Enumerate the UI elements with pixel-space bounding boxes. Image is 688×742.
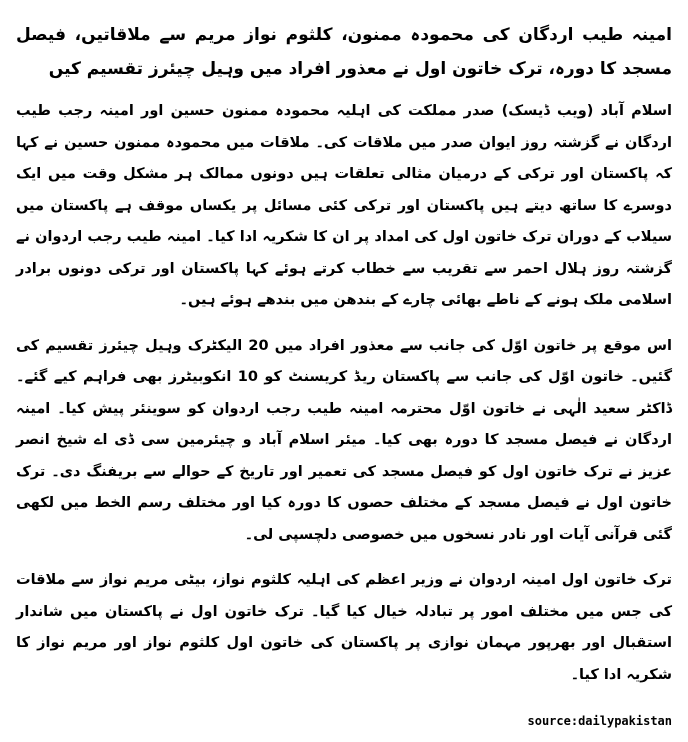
article-paragraph-2: اس موقع پر خاتون اوّل کی جانب سے معذور افراد میں 20 الیکٹرک وہیل چیئرز تقسیم کی گئیں۔ خاتون اوّل کی جانب سے پاکستان ریڈ کریسنٹ کو 10 انکوبیٹرز بھی فراہم کیے گئے۔ ڈاکٹر سعید الٰہی نے خاتون اوّل محترمہ امینہ طیب رجب اردوان کو سوینئر پیش کیا۔ امینہ اردگان نے فیصل مسجد کا دورہ بھی کیا۔ میئر اسلام آباد و چیئرمین سی ڈی اے شیخ انصر عزیز نے ترک خاتون اول کو فیصل مسجد کی تعمیر اور تاریخ کے حوالے سے بریفنگ دی۔ ترک خاتون اول نے فیصل مسجد کے مختلف حصوں کا دورہ کیا اور مختلف رسم الخط میں لکھی گئی قرآنی آیات اور نادر نسخوں میں خصوصی دلچسپی لی۔ bbox=[16, 337, 672, 543]
article-paragraph-1: اسلام آباد (ویب ڈیسک) صدر مملکت کی اہلیہ محمودہ ممنون حسین اور امینہ رجب طیب اردگان نے گزشتہ روز ایوان صدر میں ملاقات کی۔ ملاقات میں محمودہ ممنون حسین نے کہا کہ پاکستان اور ترکی کے درمیان مثالی تعلقات ہیں دونوں ممالک ہر مشکل وقت میں ایک دوسرے کا ساتھ دیتے ہیں پاکستان اور ترکی کئی مسائل پر یکساں موقف ہے پاکستان میں سیلاب کے دوران ترک خاتون اول کی امداد پر ان کا شکریہ ادا کیا۔ امینہ طیب رجب اردوان نے گزشتہ روز ہلال احمر سے تقریب سے خطاب کرتے ہوئے کہا پاکستان اور ترکی دونوں برادر اسلامی ملک ہونے کے ناطے بھائی چارے کے بندھن میں بندھے ہوئے ہیں۔ bbox=[16, 103, 672, 308]
source-credit: source:dailypakistan bbox=[527, 714, 672, 728]
article-headline: امینہ طیب اردگان کی محمودہ ممنون، کلثوم نواز مریم سے ملاقاتیں، فیصل مسجد کا دورہ، ترک خاتون اول نے معذور افراد میں وہیل چیئرز تقسیم کیں bbox=[16, 25, 672, 79]
article-paragraph-3: ترک خاتون اول امینہ اردوان نے وزیر اعظم کی اہلیہ کلثوم نواز، بیٹی مریم نواز سے ملاقات کی جس میں مختلف امور پر تبادلہ خیال کیا گیا۔ ترک خاتون اول نے پاکستان میں شاندار استقبال اور بھرپور مہمان نوازی پر پاکستان کی خاتون اول کلثوم نواز اور مریم نواز کا شکریہ ادا کیا۔ bbox=[16, 572, 672, 683]
